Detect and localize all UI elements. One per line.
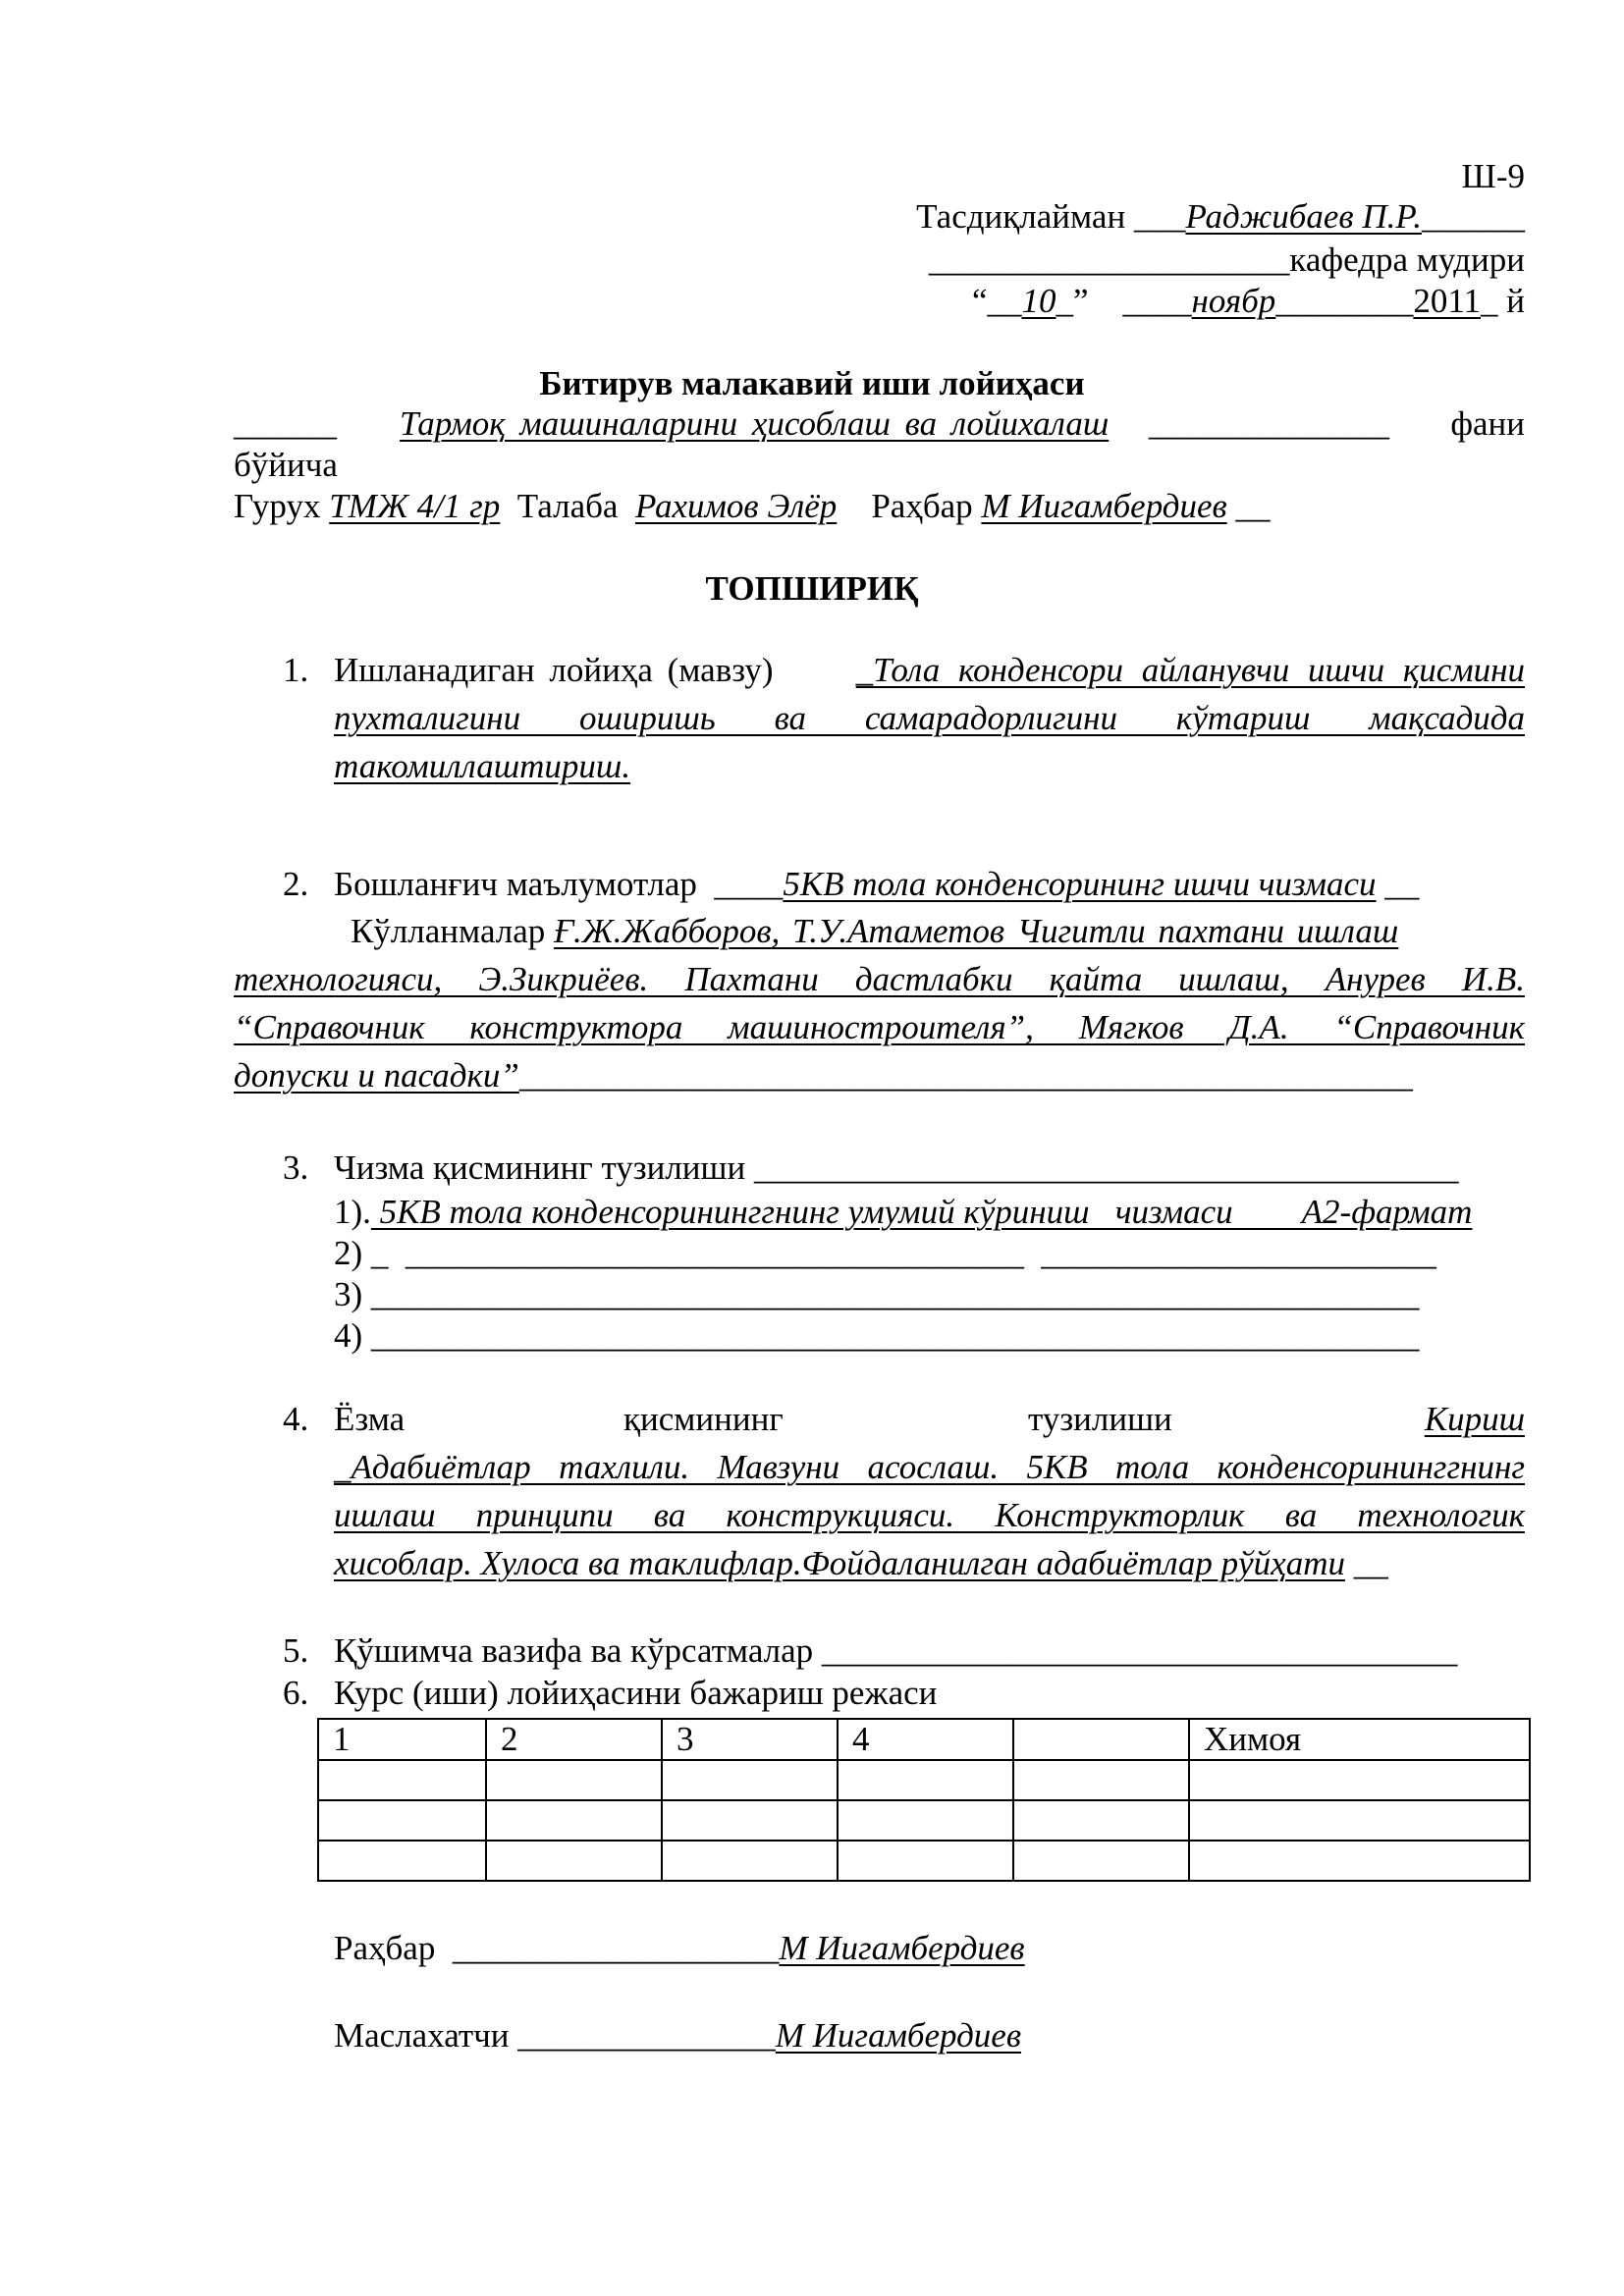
- subject-label-2: бўйича: [234, 446, 338, 484]
- item-5-number: 5.: [283, 1631, 309, 1670]
- approve-pre-blank: ___: [1133, 197, 1186, 236]
- manuals-line-1: [351, 912, 1398, 951]
- item-1-line-3: такомиллаштириш.: [334, 747, 631, 785]
- task-title: ТОПШИРИҚ: [705, 569, 919, 608]
- plan-cell: [1189, 1760, 1530, 1800]
- subject-name: Тармоқ машиналарини ҳисоблаш ва лойихалаш: [400, 404, 1110, 443]
- document-title: Битирув малакавий иши лойиҳаси: [539, 364, 1085, 402]
- plan-header-2: 2: [486, 1719, 662, 1760]
- plan-cell: [318, 1760, 486, 1800]
- form-code: Ш-9: [1461, 157, 1525, 195]
- plan-header-4: 4: [838, 1719, 1013, 1760]
- drawing-4: 4) _____________________________________________________________: [334, 1316, 1420, 1355]
- item-4-word-4: Кириш: [1424, 1400, 1525, 1438]
- item-3-line: [334, 1148, 1458, 1188]
- date-month: ноябр: [1191, 282, 1276, 320]
- date-day: 10: [1021, 282, 1056, 320]
- plan-cell: [838, 1841, 1013, 1881]
- student-value: Рахимов Элёр: [634, 487, 838, 525]
- manuals-text-1: Ғ.Ж.Жабборов, Т.У.Атаметов Чигитли пахтани ишлаш: [554, 912, 1399, 950]
- group-label: Гурух: [234, 487, 321, 525]
- subject-lead-blank: ______: [234, 404, 337, 443]
- advisor-signature-label: Раҳбар: [334, 1929, 436, 1967]
- plan-cell: [1013, 1841, 1189, 1881]
- item-2-label: Бошланғич маълумотлар: [334, 865, 697, 903]
- plan-cell: [486, 1841, 662, 1881]
- manuals-label: Кўлланмалар: [351, 912, 546, 950]
- item-4-word-3: тузилиши: [1028, 1400, 1172, 1438]
- date-tail: _ й: [1481, 282, 1525, 320]
- item-4-line-4-text: хисоблар. Хулоса ва таклифлар.Фойдаланилган адабиётлар рўйҳати: [334, 1544, 1345, 1582]
- item-4-line-4: [334, 1544, 1388, 1583]
- manuals-line-2: технологияси, Э.Зикриёев. Пахтани дастлабки қайта ишлаш, Анурев И.В.: [234, 960, 1525, 998]
- date-year: 2011: [1413, 282, 1482, 320]
- advisor-signature-name: М Иигамбердиев: [779, 1929, 1025, 1967]
- item-2-number: 2.: [283, 865, 309, 903]
- plan-header-1: 1: [318, 1719, 486, 1760]
- plan-cell: [318, 1841, 486, 1881]
- manuals-tail: ____________________________________________________: [518, 1056, 1413, 1095]
- item-5-label: Қўшимча вазифа ва кўрсатмалар: [334, 1631, 814, 1670]
- advisor-label: Раҳбар: [871, 487, 973, 525]
- item-4-number: 4.: [283, 1400, 309, 1438]
- item-3-label: Чизма қисмининг тузилиши: [334, 1148, 746, 1187]
- item-3-number: 3.: [283, 1148, 309, 1187]
- plan-cell: [662, 1760, 838, 1800]
- item-3-blank: _________________________________________: [753, 1148, 1459, 1187]
- plan-cell: [318, 1800, 486, 1841]
- plan-cell: [1013, 1760, 1189, 1800]
- plan-cell: [662, 1841, 838, 1881]
- item-2-value: 5КВ тола конденсорининг ишчи чизмаси: [783, 865, 1377, 903]
- item-2-line: [334, 865, 1419, 904]
- drawing-2: 2) _ ____________________________________ _______________________: [334, 1234, 1436, 1272]
- subject-trail-blank: ______________: [1149, 404, 1389, 443]
- item-5-line: [334, 1631, 1457, 1671]
- plan-table-row: [318, 1800, 1530, 1841]
- plan-cell: [838, 1760, 1013, 1800]
- item-6-label: Курс (иши) лойиҳасини бажариш режаси: [334, 1674, 938, 1712]
- plan-table-row: [318, 1841, 1530, 1881]
- subject-label: фани: [1450, 404, 1525, 443]
- manuals-text-4: допуски и пасадки”: [234, 1056, 519, 1095]
- drawing-1-value: 5КВ тола конденсорининггнинг умумий кўриниш чизмаси А2-фармат: [370, 1193, 1473, 1231]
- item-5-blank: _____________________________________: [821, 1631, 1458, 1670]
- item-4-line-3: ишлаш принципи ва конструкцияси. Конструкторлик ва технологик: [334, 1496, 1525, 1534]
- consultant-signature-label: Маслахатчи: [334, 2016, 510, 2055]
- plan-table-row: [318, 1760, 1530, 1800]
- advisor-tail: __: [1235, 487, 1271, 525]
- item-1-line-2: пухталигини оширишь ва самарадорлигини кўтариш мақсадида: [334, 699, 1525, 737]
- drawing-3: 3) _____________________________________________________________: [334, 1275, 1420, 1313]
- drawing-1-number: 1).: [334, 1193, 371, 1231]
- department-label: кафедра мудири: [1289, 240, 1525, 279]
- plan-header-defense: Химоя: [1189, 1719, 1530, 1760]
- plan-header-3: 3: [662, 1719, 838, 1760]
- plan-header-5: [1013, 1719, 1189, 1760]
- plan-cell: [838, 1800, 1013, 1841]
- plan-cell: [1189, 1841, 1530, 1881]
- item-4-tail: __: [1353, 1544, 1388, 1582]
- department-blank: _____________________: [928, 240, 1290, 279]
- plan-cell: [662, 1800, 838, 1841]
- consultant-signature-line: [334, 2016, 1021, 2056]
- advisor-value: М Иигамбердиев: [981, 487, 1227, 525]
- plan-cell: [486, 1800, 662, 1841]
- item-1-label: Ишланадиган лойиҳа (мавзу): [334, 651, 774, 689]
- date-mid: _”: [1056, 282, 1089, 320]
- item-2-blank: ____: [714, 865, 784, 903]
- student-label: Талаба: [516, 487, 619, 525]
- date-gap2: ________: [1275, 282, 1414, 320]
- item-2-tail: __: [1384, 865, 1420, 903]
- item-1-number: 1.: [283, 651, 309, 689]
- consultant-signature-name: М Иигамбердиев: [775, 2016, 1022, 2055]
- manuals-line-4: [234, 1056, 1413, 1095]
- advisor-signature-line: [334, 1929, 1025, 1968]
- approve-line: [916, 197, 1525, 237]
- plan-table-header-row: [318, 1719, 1530, 1760]
- item-4-word-1: Ёзма: [334, 1400, 406, 1438]
- item-6-number: 6.: [283, 1674, 309, 1712]
- item-4-line-2: _Адабиётлар тахлили. Мавзуни асослаш. 5КВ тола конденсорининггнинг: [334, 1448, 1525, 1486]
- manuals-line-3: “Справочник конструктора машиностроителя”, Мягков Д.А. “Справочник: [234, 1008, 1525, 1046]
- department-line: [929, 240, 1525, 280]
- approver-name: Раджибаев П.Р.: [1185, 197, 1422, 236]
- group-value: ТМЖ 4/1 гр: [329, 487, 501, 525]
- date-line: [972, 282, 1525, 321]
- item-1-line-1: _Тола конденсори айланувчи ишчи қисмини: [855, 651, 1525, 689]
- date-open: “__: [971, 282, 1022, 320]
- drawing-1: [334, 1193, 1472, 1232]
- approve-post-blank: ______: [1422, 197, 1525, 236]
- item-4-word-2: қисмининг: [623, 1400, 784, 1438]
- date-gap: ____: [1122, 282, 1192, 320]
- plan-cell: [1189, 1800, 1530, 1841]
- plan-cell: [1013, 1800, 1189, 1841]
- consultant-signature-blank: _______________: [517, 2016, 776, 2055]
- approve-label: Тасдиқлайман: [916, 197, 1126, 236]
- plan-table: [317, 1718, 1531, 1882]
- advisor-signature-blank: ___________________: [452, 1929, 780, 1967]
- group-line: [234, 487, 1270, 526]
- plan-cell: [486, 1760, 662, 1800]
